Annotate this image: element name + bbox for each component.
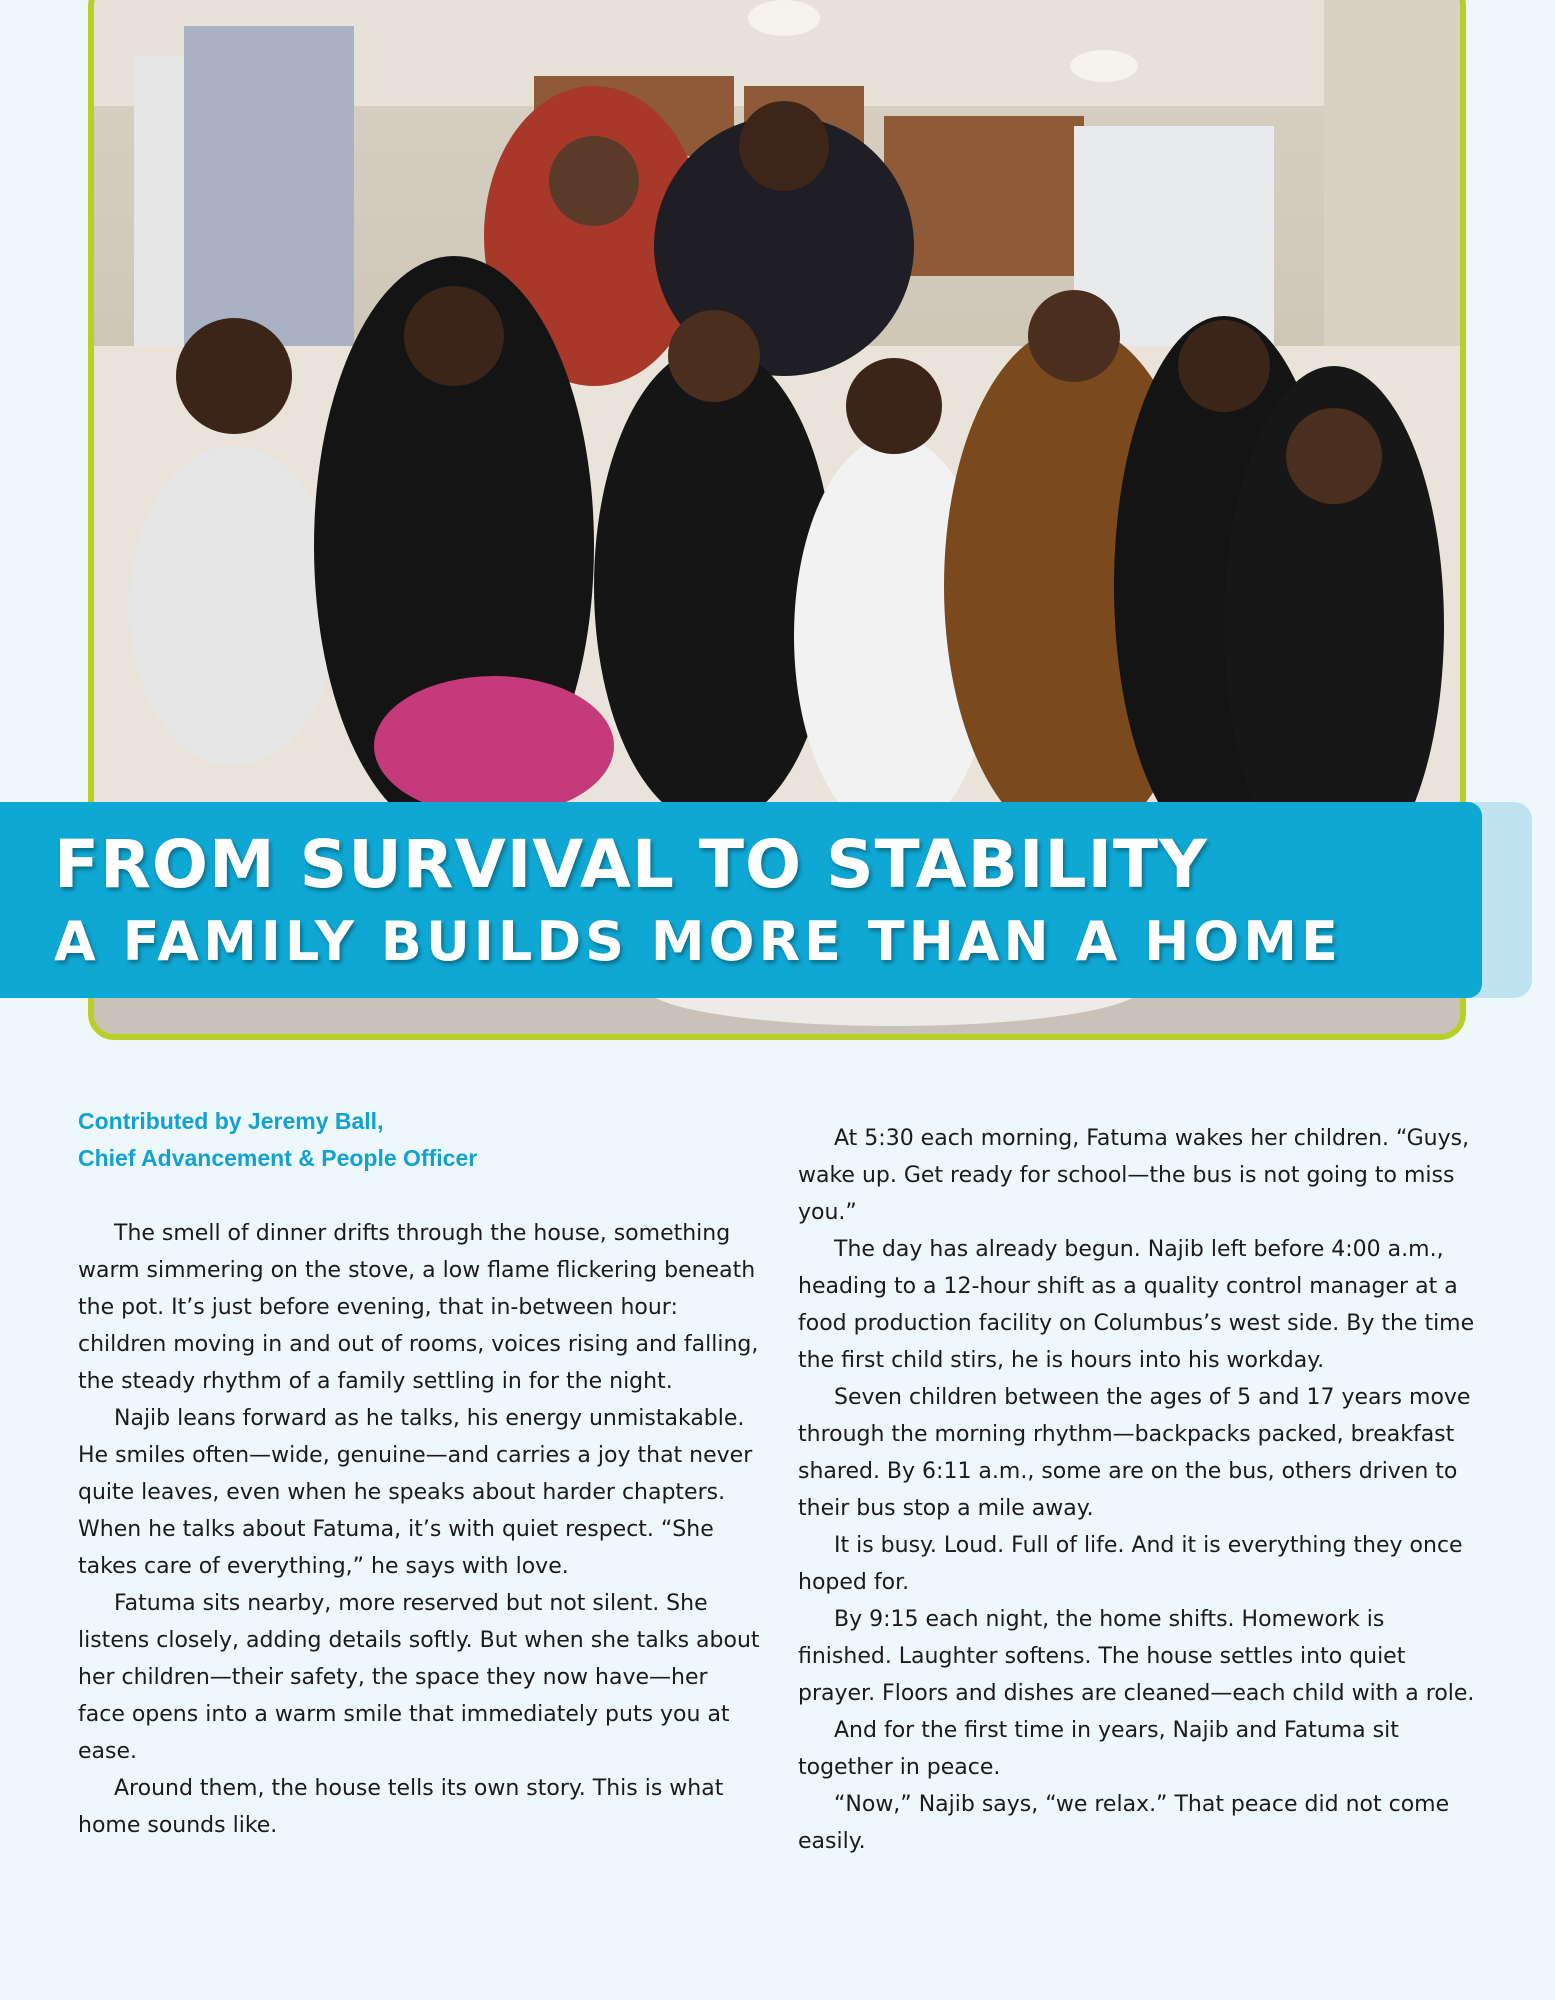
paragraph: By 9:15 each night, the home shifts. Homework is finished. Laughter softens. The house settles into quiet prayer. Floors and dishes are cleaned—each child with a role. — [798, 1607, 1475, 1706]
article-column-left — [78, 1215, 760, 1844]
paragraph: Najib leans forward as he talks, his energy unmistakable. He smiles often—wide, genuine—and carries a joy that never quite leaves, even when he speaks about harder chapters. When he talks about Fatuma, it’s with quiet respect. “She takes care of everything,” he says with love. — [78, 1406, 753, 1579]
byline-role: Chief Advancement & People Officer — [78, 1145, 478, 1171]
paragraph: “Now,” Najib says, “we relax.” That peace did not come easily. — [798, 1792, 1450, 1854]
paragraph: The smell of dinner drifts through the house, something warm simmering on the stove, a low flame flickering beneath the pot. It’s just before evening, that in-between hour: children moving in and out of rooms, voices rising and falling, the steady rhythm of a family settling in for the night. — [78, 1221, 759, 1394]
headline: FROM SURVIVAL TO STABILITY — [54, 826, 1208, 903]
paragraph: Fatuma sits nearby, more reserved but not silent. She listens closely, adding details softly. But when she talks about her children—their safety, the space they now have—her face opens into a warm smile that immediately puts you at ease. — [78, 1591, 760, 1764]
paragraph: And for the first time in years, Najib and Fatuma sit together in peace. — [798, 1718, 1399, 1780]
subheadline: A FAMILY BUILDS MORE THAN A HOME — [54, 910, 1342, 973]
paragraph: Around them, the house tells its own story. This is what home sounds like. — [78, 1776, 724, 1838]
byline — [78, 1103, 758, 1177]
paragraph: At 5:30 each morning, Fatuma wakes her children. “Guys, wake up. Get ready for school—the bus is not going to miss you.” — [798, 1126, 1470, 1225]
paragraph: Seven children between the ages of 5 and 17 years move through the morning rhythm—backpacks packed, breakfast shared. By 6:11 a.m., some are on the bus, others driven to their bus stop a mile away. — [798, 1385, 1471, 1521]
article-column-right — [798, 1120, 1478, 1860]
paragraph: The day has already begun. Najib left before 4:00 a.m., heading to a 12-hour shift as a quality control manager at a food production facility on Columbus’s west side. By the time the first child stirs, he is hours into his workday. — [798, 1237, 1475, 1373]
byline-author: Contributed by Jeremy Ball, — [78, 1108, 384, 1134]
paragraph: It is busy. Loud. Full of life. And it is everything they once hoped for. — [798, 1533, 1463, 1595]
